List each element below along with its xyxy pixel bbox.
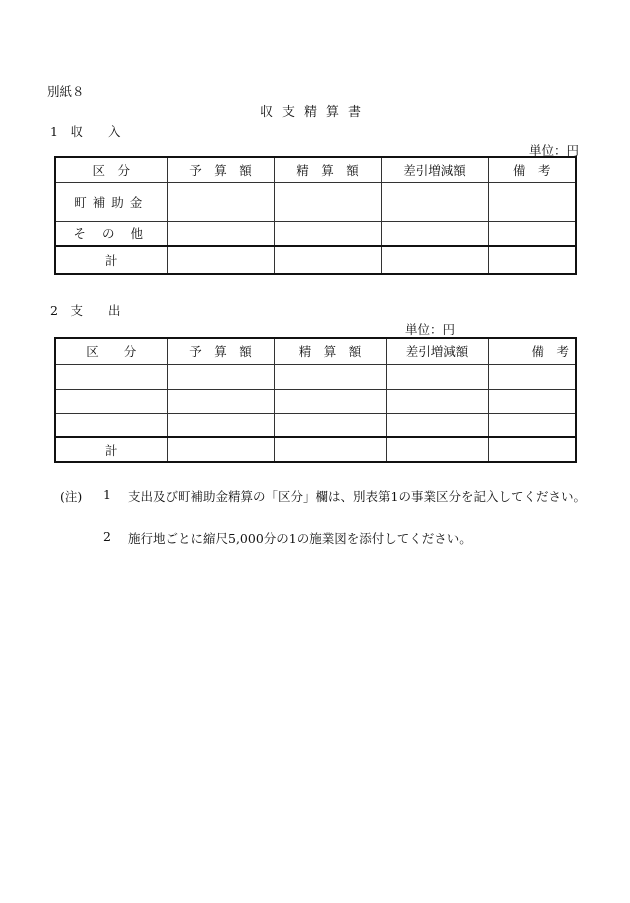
income-header-difference: 差引増減額 [381,157,488,182]
table-cell [274,364,386,389]
notes-section [60,487,600,549]
expense-header-budget: 予 算 額 [167,338,274,364]
notes-label: (注) [60,489,83,504]
expense-unit-label: 単位：円 [405,322,456,337]
table-cell [488,413,576,437]
expense-header-difference: 差引増減額 [386,338,488,364]
table-cell [386,364,488,389]
expense-section-heading: 2 支 出 [50,303,121,318]
expense-table [54,337,577,463]
table-cell [167,364,274,389]
document-title: 収支精算書 [259,105,370,120]
table-cell [488,389,576,413]
income-total-row [55,246,576,274]
income-header-remarks: 備 考 [488,157,576,182]
expense-row-label [55,364,167,389]
table-cell [381,221,488,246]
note-number: 1 [103,487,111,502]
income-section-heading: 1 収 入 [50,124,121,139]
table-cell [274,413,386,437]
table-cell [488,246,576,274]
expense-total-label: 計 [55,437,167,462]
table-cell [274,221,381,246]
table-cell [381,182,488,221]
table-cell [274,246,381,274]
note-text: 支出及び町補助金精算の「区分」欄は、別表第1の事業区分を記入してください。 [128,489,586,504]
note-text: 施行地ごとに縮尺5,000分の1の施業図を添付してください。 [128,531,472,546]
table-cell [167,389,274,413]
note-number: 2 [103,529,111,544]
table-cell [167,437,274,462]
table-cell [167,221,274,246]
expense-row-label [55,389,167,413]
expense-row [55,364,576,389]
note-item [60,487,600,529]
table-cell [274,389,386,413]
income-row-label: 町補助金 [55,182,167,221]
table-cell [167,182,274,221]
table-cell [488,437,576,462]
table-cell [274,437,386,462]
expense-row-label [55,413,167,437]
table-cell [167,246,274,274]
table-cell [386,437,488,462]
income-header-row [55,157,576,182]
income-row-other [55,221,576,246]
income-row-subsidy [55,182,576,221]
income-table [54,156,577,275]
income-header-settlement: 精 算 額 [274,157,381,182]
expense-header-settlement: 精 算 額 [274,338,386,364]
expense-total-row [55,437,576,462]
income-unit-label: 単位：円 [529,143,580,158]
expense-header-category: 区 分 [55,338,167,364]
table-cell [381,246,488,274]
table-cell [386,413,488,437]
income-total-label: 計 [55,246,167,274]
form-number: 別紙８ [47,84,85,99]
income-row-label: そ の 他 [55,221,167,246]
income-header-budget: 予 算 額 [167,157,274,182]
income-header-category: 区 分 [55,157,167,182]
expense-header-row [55,338,576,364]
expense-row [55,389,576,413]
table-cell [488,221,576,246]
table-cell [488,364,576,389]
expense-row [55,413,576,437]
table-cell [167,413,274,437]
expense-header-remarks: 備 考 [488,338,576,364]
table-cell [274,182,381,221]
table-cell [488,182,576,221]
note-item [60,529,600,549]
table-cell [386,389,488,413]
